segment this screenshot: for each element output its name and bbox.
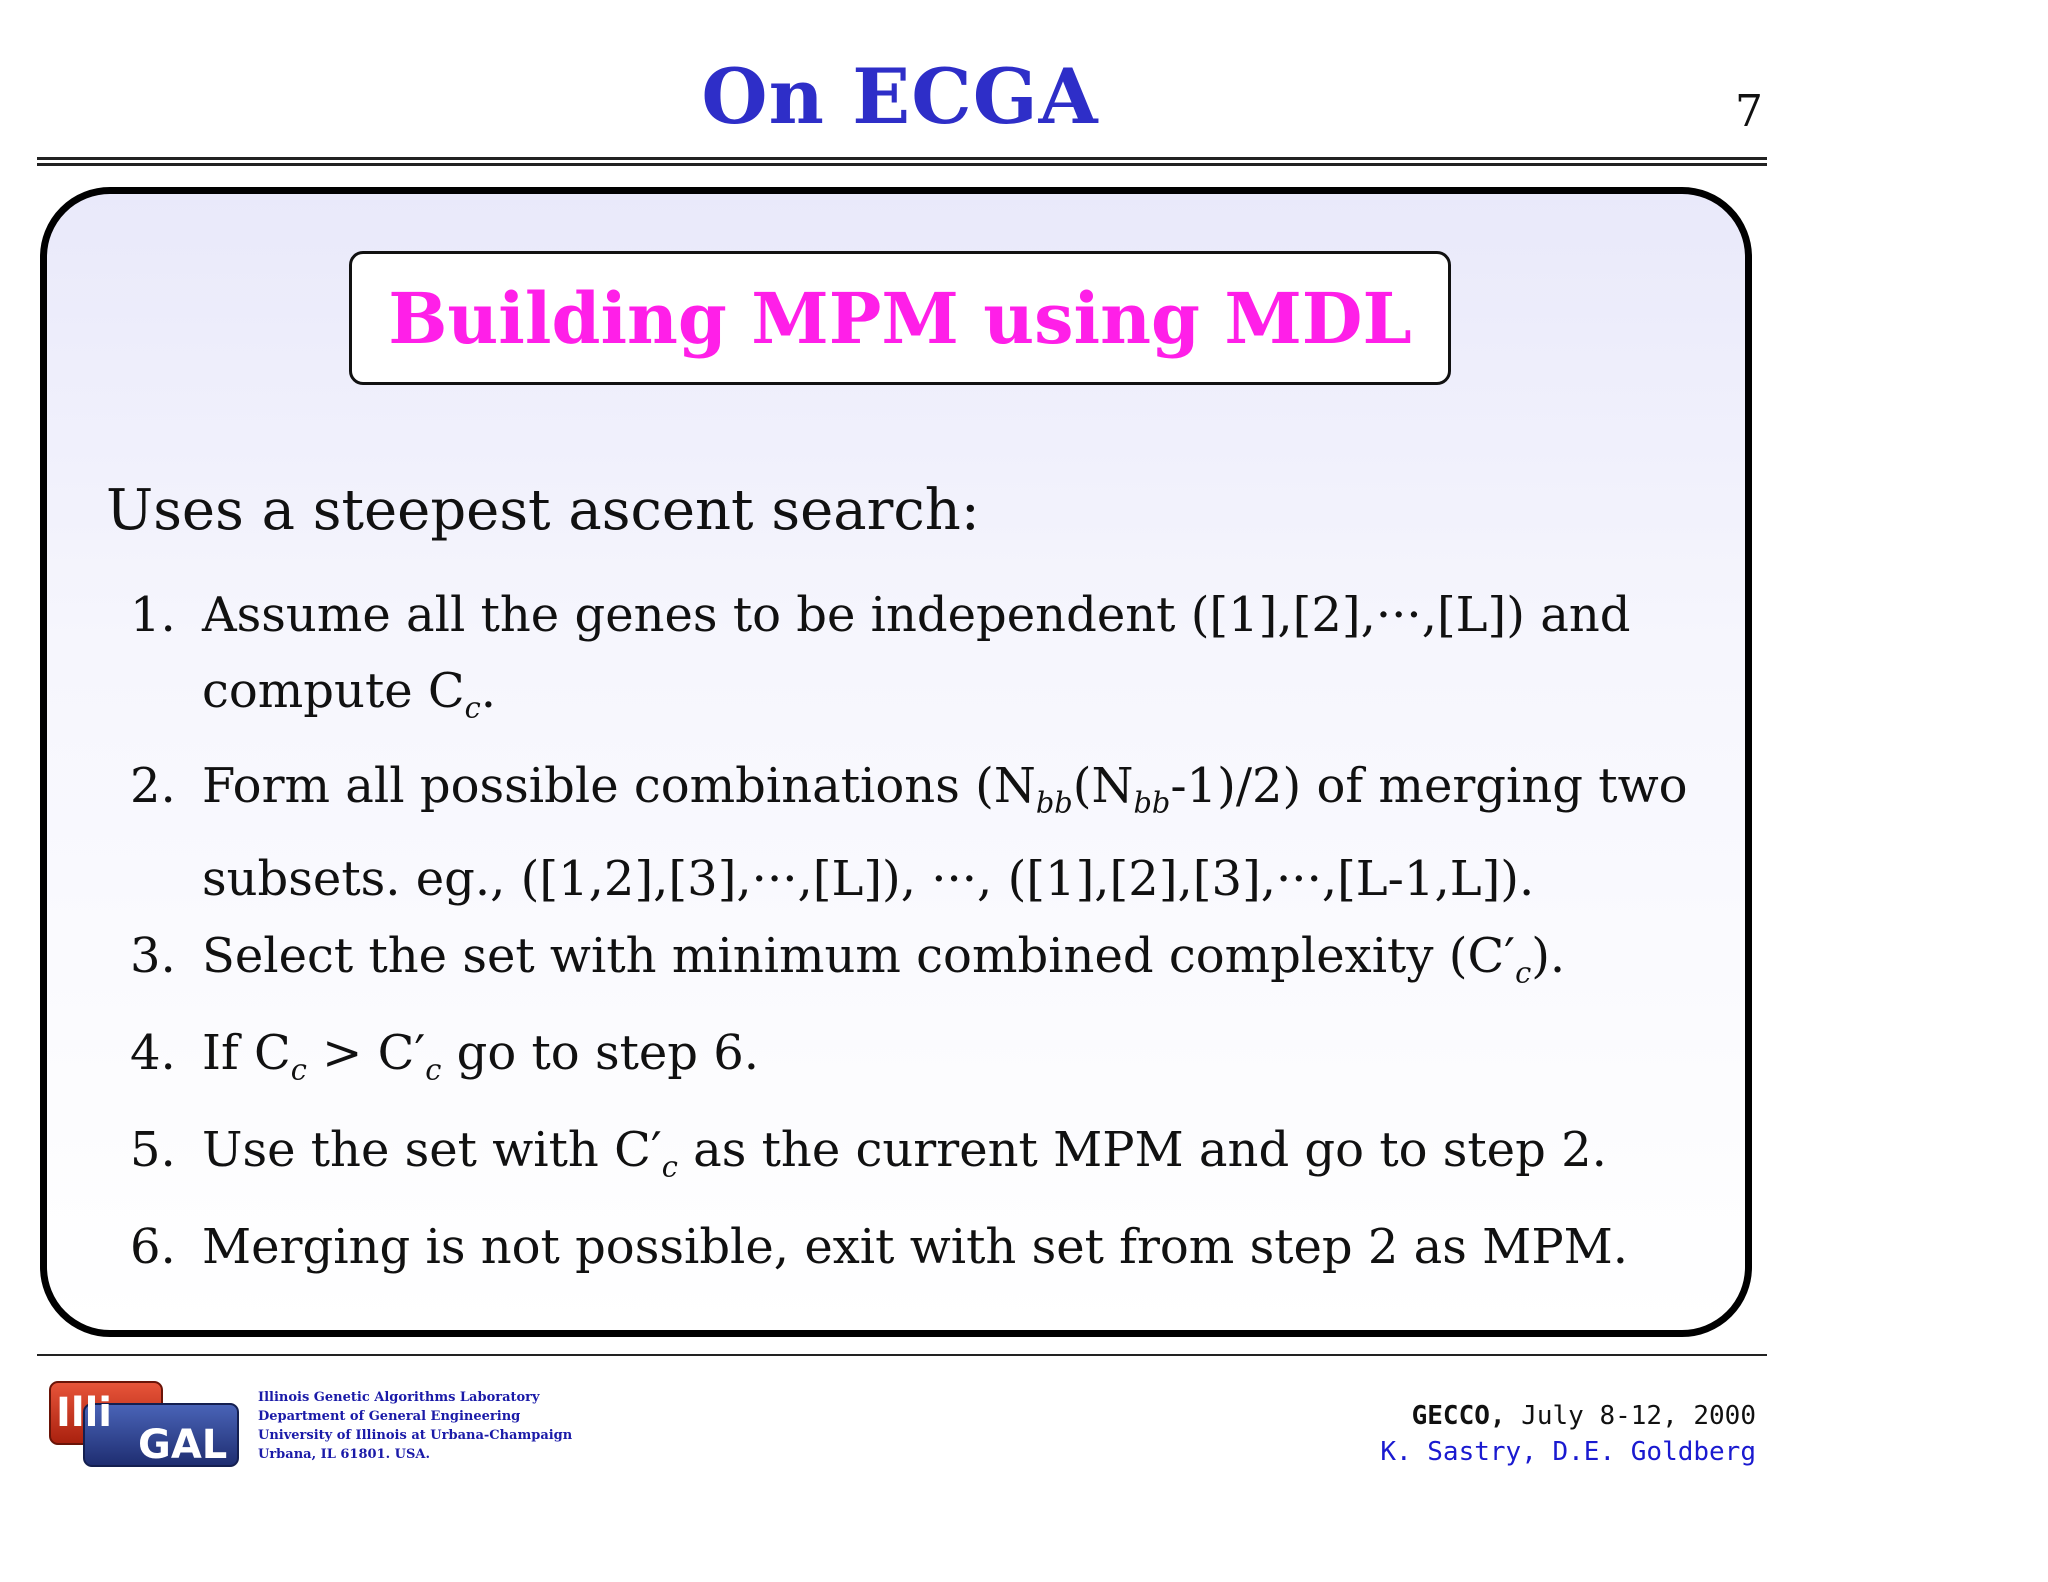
intro-text: Uses a steepest ascent search: xyxy=(106,478,980,543)
list-item xyxy=(130,1209,1628,1285)
subscript: c xyxy=(464,690,481,725)
page-number: 7 xyxy=(1735,86,1763,137)
step-text: Merging is not possible, exit with set from step 2 as MPM. xyxy=(202,1219,1629,1275)
header-rule-bottom xyxy=(37,163,1767,166)
subscript: c xyxy=(1515,955,1532,990)
list-item xyxy=(130,1015,759,1108)
step-number: 5. xyxy=(130,1122,176,1178)
step-text-part: (N xyxy=(1072,758,1134,814)
step-continuation: subsets. eg., ([1,2],[3],···,[L]), ···, ([1],[2],[3],···,[L-1,L]). xyxy=(202,850,1535,907)
subtitle: Building MPM using MDL xyxy=(388,276,1412,360)
subscript: bb xyxy=(1133,785,1171,820)
lab-line: Department of General Engineering xyxy=(258,1409,521,1424)
illigal-logo xyxy=(44,1374,244,1470)
step-text: Assume all the genes to be independent ([1],[2],···,[L]) and xyxy=(202,587,1631,643)
subscript: bb xyxy=(1035,785,1073,820)
list-item xyxy=(130,577,1631,746)
step-continuation xyxy=(130,653,1631,746)
authors: K. Sastry, D.E. Goldberg xyxy=(1380,1437,1756,1467)
step-number: 1. xyxy=(130,587,176,643)
footer-rule xyxy=(37,1354,1767,1356)
lab-info xyxy=(258,1388,572,1464)
step-text-part: compute C xyxy=(202,663,465,719)
subtitle-box xyxy=(349,251,1451,385)
logo-text-illi: Illi xyxy=(56,1390,113,1436)
lab-line: University of Illinois at Urbana-Champaign xyxy=(258,1428,573,1443)
conference-dates: July 8-12, 2000 xyxy=(1521,1401,1756,1431)
header-rule-top xyxy=(37,157,1767,160)
step-text-part: . xyxy=(480,663,497,719)
conference-info xyxy=(1380,1398,1756,1470)
step-number: 6. xyxy=(130,1219,176,1275)
step-text-part: > C′ xyxy=(306,1025,426,1081)
step-number: 2. xyxy=(130,758,176,814)
subscript: c xyxy=(661,1149,678,1184)
step-number: 3. xyxy=(130,928,176,984)
list-item xyxy=(130,918,1565,1011)
list-item xyxy=(130,748,1688,917)
step-text-part: go to step 6. xyxy=(441,1025,760,1081)
step-text-part: Select the set with minimum combined complexity (C′ xyxy=(202,928,1516,984)
step-text-part: as the current MPM and go to step 2. xyxy=(677,1122,1607,1178)
step-text-part: ). xyxy=(1531,928,1566,984)
lab-line: Illinois Genetic Algorithms Laboratory xyxy=(258,1390,540,1405)
step-text-part: If C xyxy=(202,1025,291,1081)
step-text-part: Use the set with C′ xyxy=(202,1122,662,1178)
step-number: 4. xyxy=(130,1025,176,1081)
subscript: c xyxy=(425,1052,442,1087)
conference-name: GECCO, xyxy=(1411,1401,1506,1431)
subscript: c xyxy=(290,1052,307,1087)
page-title: On ECGA xyxy=(701,52,1099,141)
list-item xyxy=(130,1112,1607,1205)
step-text-part: -1)/2) of merging two xyxy=(1170,758,1688,814)
step-text-part: Form all possible combinations (N xyxy=(202,758,1036,814)
lab-line: Urbana, IL 61801. USA. xyxy=(258,1447,430,1462)
logo-text-gal: GAL xyxy=(138,1422,228,1468)
